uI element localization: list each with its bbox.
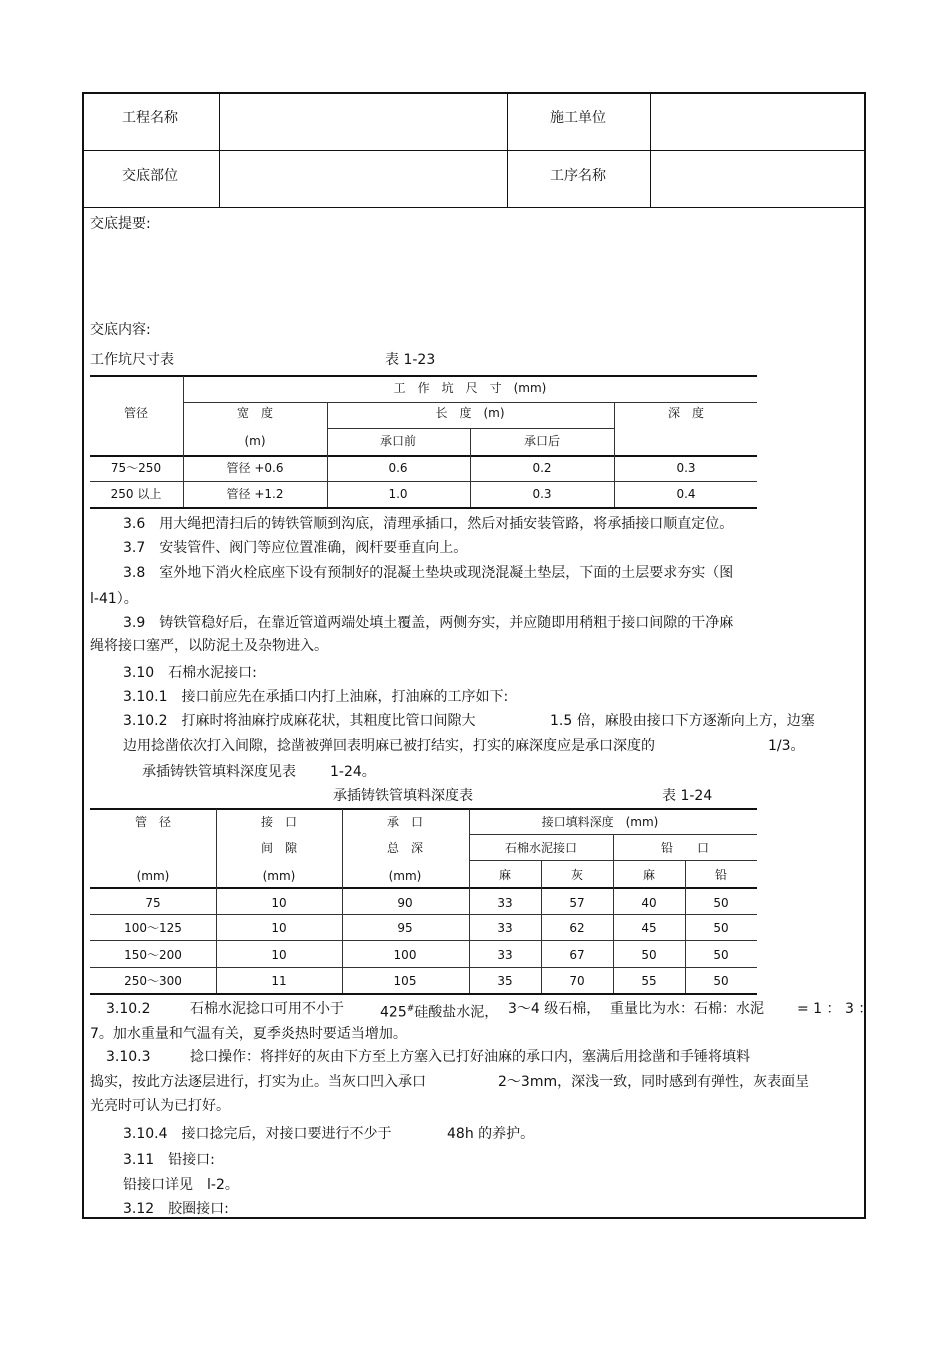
- table2-rule: [90, 967, 757, 968]
- header-col-line-1: [219, 92, 220, 207]
- para-3-10-3-num: 3.10.3: [106, 1049, 151, 1065]
- table1-col-depth: 深 度: [667, 406, 705, 420]
- table1-cell: 管径 +0.6: [226, 461, 284, 475]
- table2-cell: 33: [497, 896, 513, 910]
- table2-cell: 45: [641, 921, 657, 935]
- para-3-10-1: 3.10.1 接口前应先在承插口内打上油麻，打油麻的工序如下:: [123, 689, 509, 705]
- para-3-10-2b-e: 重量比为水：石棉：水泥: [610, 1001, 764, 1017]
- table2-cell: 100～125: [124, 921, 182, 935]
- table2-col-line: [685, 860, 686, 993]
- cement-type: 硅酸盐水泥，: [414, 1004, 499, 1021]
- table1-cell: 250 以上: [110, 487, 162, 501]
- briefing-part-label: 交底部位: [122, 168, 178, 184]
- table1-bottom-rule: [90, 507, 757, 509]
- table2-cell: 10: [271, 921, 287, 935]
- para-3-10: 3.10 石棉水泥接口:: [123, 665, 257, 681]
- table2-head-rule: [90, 887, 757, 889]
- table2-cell: 57: [569, 896, 585, 910]
- table1-col-after: 承口后: [523, 434, 561, 448]
- table2-top-rule: [90, 808, 757, 810]
- para-3-10-4a: 3.10.4 接口捻完后，对接口要进行不少于: [123, 1126, 392, 1142]
- para-3-10-4b: 48h 的养护。: [447, 1126, 535, 1142]
- para-3-6: 3.6 用大绳把清扫后的铸铁管顺到沟底，清理承插口，然后对插安装管路，将承插接口顺直定位。: [123, 516, 734, 532]
- table2-bottom-rule: [90, 993, 757, 995]
- table1-number: 表 1-23: [385, 352, 436, 368]
- para-3-10-2-line1b: 1.5 倍，麻股由接口下方逐渐向上方，边塞: [550, 713, 815, 729]
- table1-cell: 0.3: [676, 461, 696, 475]
- table2-cell: 55: [641, 974, 657, 988]
- table2-cell: 105: [393, 974, 417, 988]
- table2-cell: 250～300: [124, 974, 182, 988]
- para-3-10-2b-line2: 7。加水重量和气温有关，夏季炎热时要适当增加。: [90, 1026, 407, 1042]
- table1-col-line: [183, 376, 184, 507]
- table2-cell: 100: [393, 948, 417, 962]
- table1-top-rule: [90, 375, 757, 377]
- table1-group-header: 工 作 坑 尺 寸 (mm): [393, 381, 547, 395]
- para-3-10-3-line3: 光亮时可认为已打好。: [90, 1098, 230, 1114]
- table2-cell: 62: [569, 921, 585, 935]
- table2-col-joint-2: 间 隙: [260, 841, 298, 855]
- table1-rule: [90, 481, 757, 482]
- table1-col-length: 长 度 (m): [435, 406, 505, 420]
- table1-cell: 0.3: [532, 487, 552, 501]
- table2-unit: (mm): [388, 869, 422, 883]
- table2-cell: 50: [713, 948, 729, 962]
- table1-title: 工作坑尺寸表: [90, 352, 174, 368]
- header-col-line-3: [650, 92, 651, 207]
- para-3-10-2b-b: [380, 1001, 498, 1021]
- para-3-8-line1: 3.8 室外地下消火栓底座下设有预制好的混凝土垫块或现浇混凝土垫层，下面的土层要求夯实（图: [123, 565, 734, 581]
- para-see-table-a: 承插铸铁管填料深度见表: [142, 764, 296, 780]
- table2-col-ash: 灰: [570, 868, 584, 882]
- table2-cell: 90: [397, 896, 413, 910]
- table2-unit: (mm): [136, 869, 170, 883]
- table2-cell: 10: [271, 896, 287, 910]
- para-3-10-2-line2a: 边用捻凿依次打入间隙，捻凿被弹回表明麻已被打结实，打实的麻深度应是承口深度的: [123, 738, 655, 754]
- table1-cell: 0.6: [388, 461, 408, 475]
- para-3-10-2b-num: 3.10.2: [106, 1001, 151, 1017]
- table2-rule: [90, 914, 757, 915]
- table2-col-socket-2: 总 深: [386, 841, 424, 855]
- table2-col-line: [216, 809, 217, 993]
- header-bottom-line: [82, 207, 866, 208]
- table2-cell: 33: [497, 921, 513, 935]
- table1-cell: 1.0: [388, 487, 408, 501]
- table2-cell: 70: [569, 974, 585, 988]
- table1-cell: 75～250: [110, 461, 162, 475]
- table2-cell: 10: [271, 948, 287, 962]
- para-3-10-3-line1: 捻口操作：将拌好的灰由下方至上方塞入已打好油麻的承口内，塞满后用捻凿和手锤将填料: [190, 1049, 750, 1065]
- para-3-7: 3.7 安装管件、阀门等应位置准确，阀杆要垂直向上。: [123, 540, 468, 556]
- table1-rule: [183, 402, 757, 403]
- table1-col-line: [470, 428, 471, 507]
- table2-col-line: [469, 809, 470, 993]
- table2-unit: (mm): [262, 869, 296, 883]
- table2-col-socket-1: 承 口: [386, 815, 424, 829]
- table1-col-line: [327, 402, 328, 507]
- para-3-10-2b-d: 3～4 级石棉，: [508, 1001, 601, 1017]
- cement-grade-mark: #: [406, 1004, 415, 1014]
- table2-cell: 150～200: [124, 948, 182, 962]
- header-col-line-2: [507, 92, 508, 207]
- table2-title: 承插铸铁管填料深度表: [333, 788, 473, 804]
- cement-grade: 425: [380, 1004, 407, 1021]
- para-3-8-line2: l-41）。: [90, 591, 138, 607]
- para-3-10-2-line2b: 1/3。: [768, 738, 805, 754]
- para-3-11-see: 铅接口详见 l-2。: [123, 1177, 239, 1193]
- table2-col-hemp: 麻: [498, 868, 512, 882]
- table2-group-header: 接口填料深度 (mm): [541, 815, 659, 829]
- table2-cell: 50: [713, 974, 729, 988]
- para-3-10-3-line2a: 捣实，按此方法逐层进行，打实为止。当灰口凹入承口: [90, 1074, 426, 1090]
- table2-rule: [90, 940, 757, 941]
- para-3-9-line2: 绳将接口塞严，以防泥土及杂物进入。: [90, 638, 328, 654]
- table2-col-diameter: 管 径: [134, 815, 172, 829]
- table1-col-width-unit: (m): [244, 434, 266, 448]
- table2-cell: 67: [569, 948, 585, 962]
- table2-col-lead: 铅: [714, 868, 728, 882]
- para-3-9-line1: 3.9 铸铁管稳好后，在靠近管道两端处填土覆盖，两侧夯实，并应随即用稍粗于接口间隙的干净麻: [123, 615, 734, 631]
- table2-sub-asbestos: 石棉水泥接口: [504, 841, 578, 855]
- table2-col-line: [613, 834, 614, 993]
- table2-cell: 40: [641, 896, 657, 910]
- summary-label: 交底提要:: [90, 216, 151, 232]
- table1-col-line: [614, 402, 615, 507]
- construction-unit-label: 施工单位: [550, 110, 606, 126]
- table2-cell: 75: [145, 896, 161, 910]
- table1-head-rule: [90, 455, 757, 457]
- table1-col-width: 宽 度: [236, 406, 274, 420]
- table2-cell: 95: [397, 921, 413, 935]
- para-3-10-2b-a: 石棉水泥捻口可用不小于: [190, 1001, 344, 1017]
- table2-cell: 50: [713, 896, 729, 910]
- table2-col-joint-1: 接 口: [260, 815, 298, 829]
- table2-col-line: [541, 860, 542, 993]
- header-divider: [82, 150, 866, 151]
- project-name-label: 工程名称: [122, 110, 178, 126]
- table1-cell: 管径 +1.2: [226, 487, 284, 501]
- table2-sub-lead: 铅 口: [660, 841, 710, 855]
- table2-cell: 33: [497, 948, 513, 962]
- para-3-12: 3.12 胶圈接口:: [123, 1201, 229, 1217]
- para-3-11: 3.11 铅接口:: [123, 1152, 215, 1168]
- para-3-10-2b-f: = 1 ： 3 ：: [797, 1001, 873, 1017]
- table2-number: 表 1-24: [662, 788, 713, 804]
- para-see-table-b: 1-24。: [330, 764, 376, 780]
- table2-cell: 50: [713, 921, 729, 935]
- table2-cell: 35: [497, 974, 513, 988]
- para-3-10-3-line2b: 2～3mm，深浅一致，同时感到有弹性，灰表面呈: [498, 1074, 810, 1090]
- process-name-label: 工序名称: [550, 168, 606, 184]
- table2-cell: 11: [271, 974, 287, 988]
- table1-col-before: 承口前: [379, 434, 417, 448]
- table2-col-line: [342, 809, 343, 993]
- table1-cell: 0.2: [532, 461, 552, 475]
- para-3-10-2-line1a: 3.10.2 打麻时将油麻拧成麻花状，其粗度比管口间隙大: [123, 713, 476, 729]
- table1-cell: 0.4: [676, 487, 696, 501]
- table2-cell: 50: [641, 948, 657, 962]
- table2-col-hemp: 麻: [642, 868, 656, 882]
- table1-col-diameter: 管径: [123, 406, 149, 420]
- content-label: 交底内容:: [90, 322, 151, 338]
